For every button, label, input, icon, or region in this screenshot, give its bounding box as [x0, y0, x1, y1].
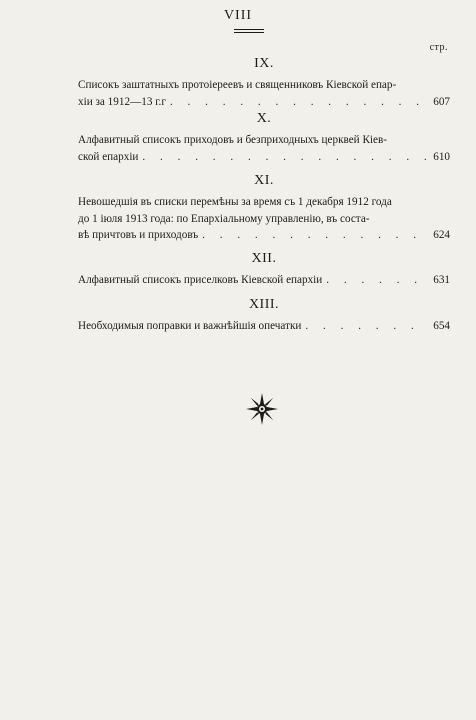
toc-entry [78, 272, 450, 289]
section-numeral: XII. [251, 251, 277, 266]
entry-page-number: 624 [433, 229, 450, 241]
entry-text-line: Алфавитный списокъ приселковъ Кіевской епархіи [78, 274, 323, 286]
section-xi [78, 173, 450, 244]
page-number-rule [234, 29, 264, 33]
entry-text-line: вѣ причтовъ и приходовъ [78, 229, 199, 241]
entry-page-number: 631 [433, 274, 450, 286]
entry-text-line: Невошедшія въ списки перемѣны за время съ 1 декабря 1912 года [78, 196, 392, 208]
section-numeral: XI. [254, 173, 274, 188]
toc-entry [78, 132, 450, 165]
section-numeral: X. [256, 111, 272, 126]
page-column-label: стр. [429, 42, 448, 53]
entry-page-number: 607 [433, 95, 450, 108]
page-number: VIII [223, 8, 253, 23]
entry-text-line: до 1 іюля 1913 года: по Епархіальному управленію, въ соста- [78, 212, 370, 225]
entry-text-line: Списокъ заштатныхъ протоіереевъ и священниковъ Кіевской епар- [78, 79, 397, 91]
section-numeral: XIII. [248, 297, 280, 312]
dot-leader [322, 272, 429, 289]
toc-entry [78, 194, 450, 244]
star-flower-ornament-icon [246, 393, 278, 425]
dot-leader [166, 94, 429, 111]
section-x [78, 111, 450, 165]
entry-page-number: 654 [433, 320, 450, 332]
dot-leader [138, 149, 429, 166]
entry-text-line: ской епархіи [78, 150, 139, 163]
section-xii [78, 251, 450, 289]
dot-leader [198, 227, 429, 244]
entry-text-line: хіи за 1912—13 г.г [78, 95, 166, 108]
section-numeral: IX. [254, 56, 274, 71]
entry-page-number: 610 [433, 150, 450, 163]
section-ix [78, 56, 450, 110]
section-xiii [78, 297, 450, 335]
entry-text-line: Алфавитный списокъ приходовъ и безприходныхъ церквей Кіев- [78, 134, 388, 146]
toc-entry [78, 77, 450, 110]
entry-text-line: Необходимыя поправки и важнѣйшія опечатки [78, 320, 302, 332]
dot-leader [301, 318, 429, 335]
toc-entry [78, 318, 450, 335]
